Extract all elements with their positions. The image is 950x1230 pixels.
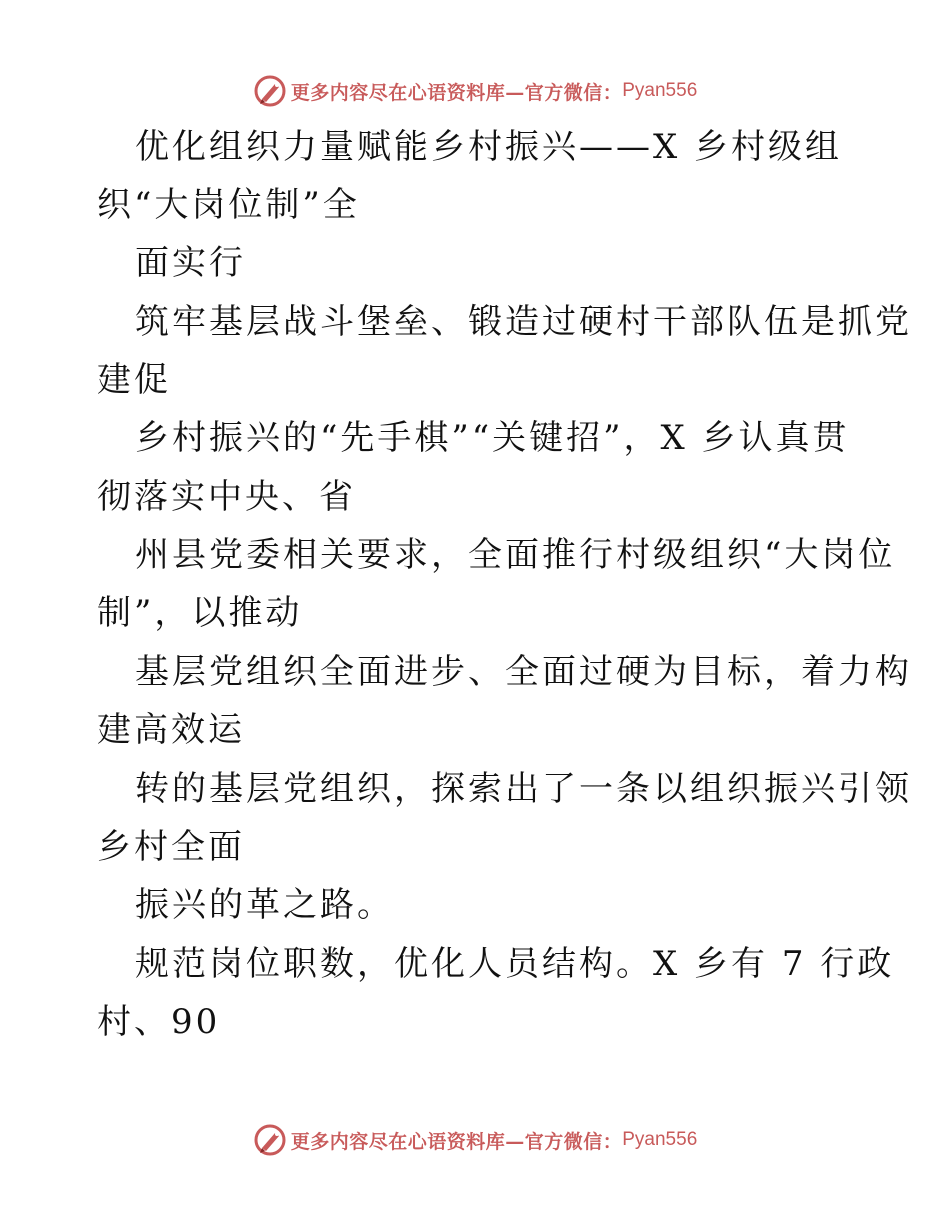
text-line: 振兴的革之路。 bbox=[135, 885, 394, 925]
pen-logo-icon bbox=[253, 74, 287, 108]
text-line: 制”，以推动 bbox=[97, 593, 303, 633]
text-line: 织“大岗位制”全 bbox=[97, 185, 360, 225]
text-line: 建高效运 bbox=[97, 710, 245, 750]
text-line: 村、90 bbox=[97, 1002, 221, 1042]
text-line: 州县党委相关要求，全面推行村级组织“大岗位 bbox=[135, 535, 896, 575]
header-watermark bbox=[0, 71, 950, 111]
text-line: 筑牢基层战斗堡垒、锻造过硬村干部队伍是抓党 bbox=[135, 302, 912, 342]
text-line: 乡村全面 bbox=[97, 827, 245, 867]
text-line: 转的基层党组织，探索出了一条以组织振兴引领 bbox=[135, 769, 912, 809]
text-line: 面实行 bbox=[135, 243, 246, 283]
text-line: 基层党组织全面进步、全面过硬为目标，着力构 bbox=[135, 652, 912, 692]
watermark-label: 更多内容尽在心语资料库—官方微信： bbox=[290, 1130, 623, 1153]
text-line: 彻落实中央、省 bbox=[97, 477, 356, 517]
text-line: 优化组织力量赋能乡村振兴——X 乡村级组 bbox=[135, 127, 843, 167]
watermark-brand: Pyan556 bbox=[622, 1129, 698, 1150]
text-line: 乡村振兴的“先手棋”“关键招”，X 乡认真贯 bbox=[135, 418, 850, 458]
footer-watermark bbox=[0, 1120, 950, 1160]
text-line: 规范岗位职数，优化人员结构。X 乡有 7 行政 bbox=[135, 944, 895, 984]
watermark-label: 更多内容尽在心语资料库—官方微信： bbox=[290, 81, 623, 104]
text-line: 建促 bbox=[97, 360, 171, 400]
pen-logo-icon bbox=[253, 1123, 287, 1157]
watermark-brand: Pyan556 bbox=[622, 80, 698, 101]
